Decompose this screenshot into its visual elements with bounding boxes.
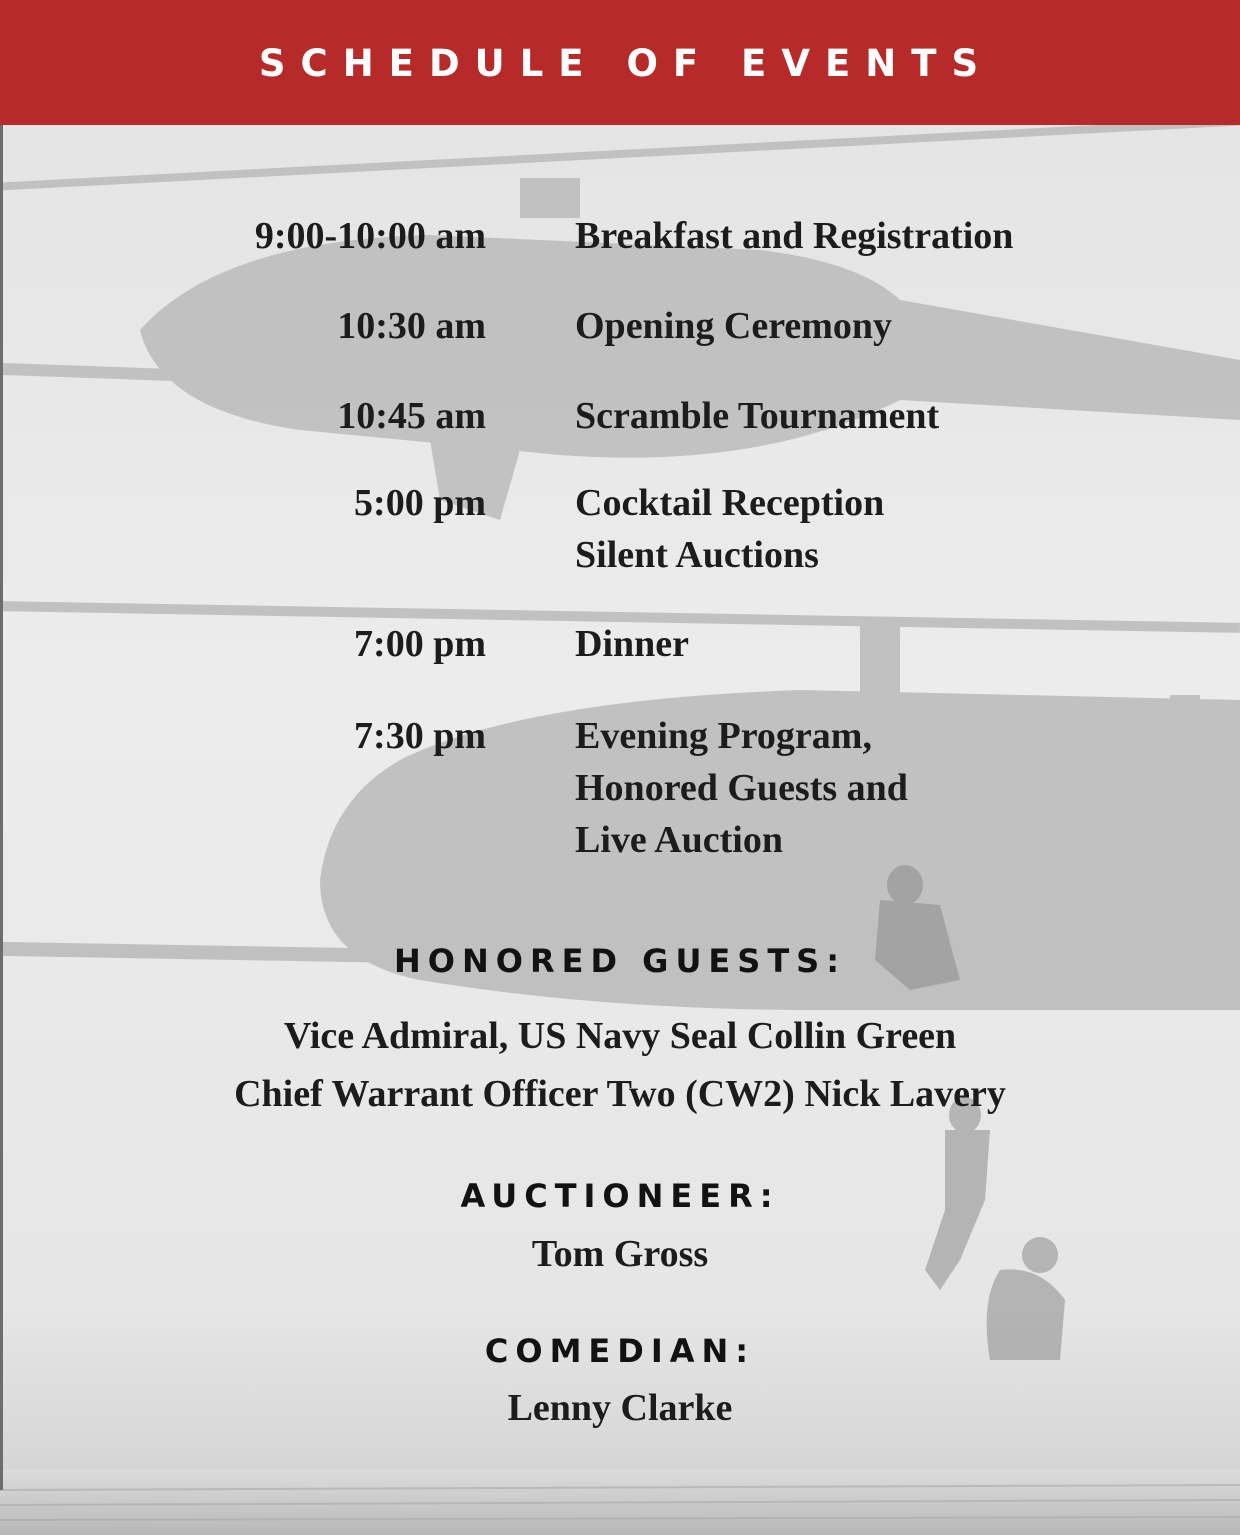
event-line: Live Auction (575, 819, 783, 861)
event-line: Honored Guests and (575, 767, 908, 809)
event-time: 10:30 am (337, 305, 486, 347)
event-description (575, 477, 884, 581)
event-line: Opening Ceremony (575, 305, 893, 347)
event-description (575, 618, 689, 670)
event-line: Cocktail Reception (575, 482, 885, 524)
left-edge-rule (0, 125, 3, 1490)
honored-guests-heading: HONORED GUESTS: (394, 942, 846, 980)
event-line: Evening Program, (575, 715, 872, 757)
auctioneer-name: Tom Gross (531, 1233, 709, 1275)
header-banner (0, 0, 1240, 125)
page-title: SCHEDULE OF EVENTS (258, 42, 994, 85)
event-time: 7:00 pm (354, 623, 486, 665)
event-description (575, 710, 908, 866)
event-line: Silent Auctions (575, 534, 819, 576)
event-line: Dinner (575, 623, 689, 665)
event-time: 5:00 pm (354, 482, 486, 524)
event-time: 7:30 pm (354, 715, 486, 757)
event-time: 10:45 am (337, 395, 486, 437)
event-line: Scramble Tournament (575, 395, 940, 437)
event-description (575, 390, 939, 442)
comedian-name: Lenny Clarke (507, 1387, 733, 1429)
comedian-heading: COMEDIAN: (484, 1332, 756, 1370)
auctioneer-heading: AUCTIONEER: (460, 1177, 780, 1215)
event-description (575, 210, 1013, 262)
event-time: 9:00-10:00 am (254, 215, 486, 257)
honored-guest-name: Vice Admiral, US Navy Seal Collin Green (283, 1015, 957, 1057)
honored-guest-name: Chief Warrant Officer Two (CW2) Nick Lavery (234, 1073, 1006, 1115)
event-line: Breakfast and Registration (575, 215, 1014, 257)
event-description (575, 300, 892, 352)
